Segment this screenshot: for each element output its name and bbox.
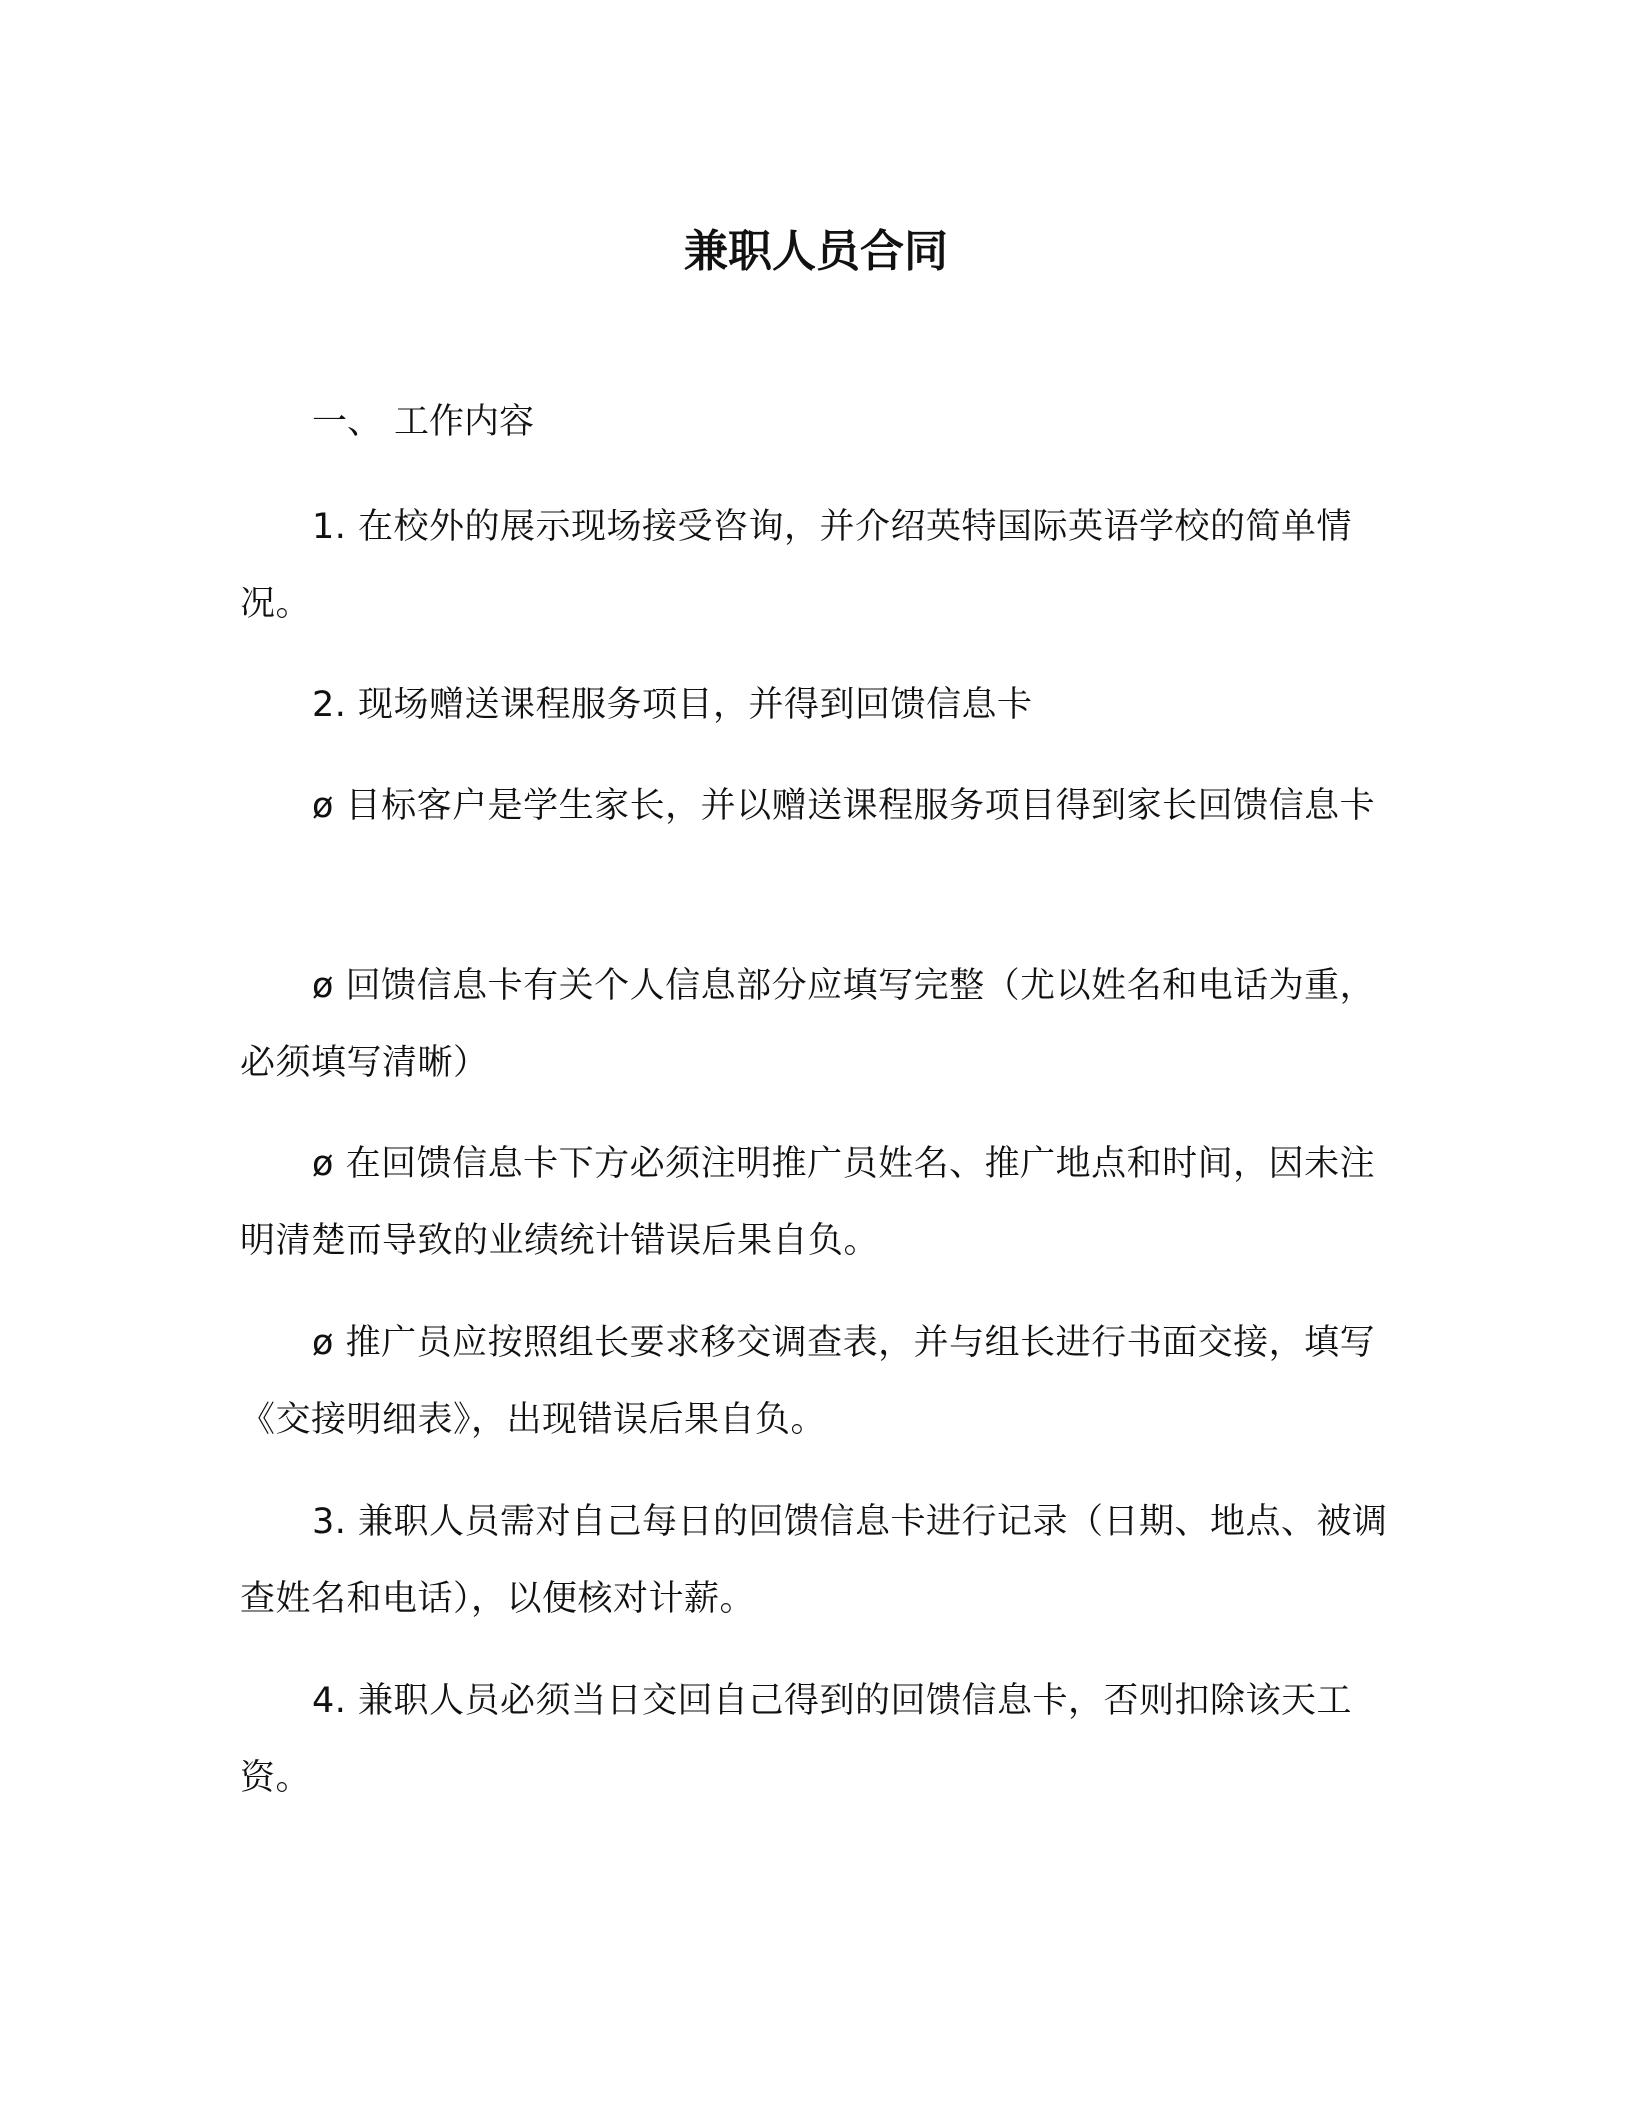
item-marker: 4. — [312, 1681, 347, 1721]
item-marker: 3. — [312, 1502, 347, 1542]
item-text: 推广员应按照组长要求移交调查表，并与组长进行书面交接，填写《交接明细表》，出现错误后果自负。 — [240, 1323, 1376, 1440]
bullet-item-4 — [240, 1305, 1410, 1459]
bullet-item-3 — [240, 1126, 1410, 1280]
item-text: 兼职人员需对自己每日的回馈信息卡进行记录（日期、地点、被调查姓名和电话），以便核对计薪。 — [240, 1502, 1388, 1619]
section-title: 工作内容 — [394, 402, 535, 442]
item-1 — [240, 489, 1410, 643]
item-2 — [240, 667, 1410, 744]
section-heading — [312, 396, 534, 448]
bullet-item-1 — [240, 768, 1410, 845]
bullet-icon: ø — [312, 1323, 334, 1363]
section-number: 一、 — [312, 402, 383, 442]
bullet-icon: ø — [312, 966, 334, 1006]
item-text: 在回馈信息卡下方必须注明推广员姓名、推广地点和时间，因未注明清楚而导致的业绩统计错误后果自负。 — [240, 1144, 1376, 1261]
item-3 — [240, 1484, 1410, 1638]
item-4 — [240, 1663, 1410, 1817]
bullet-icon: ø — [312, 786, 334, 826]
item-marker: 1. — [312, 507, 347, 547]
document-title: 兼职人员合同 — [684, 226, 948, 277]
item-text: 回馈信息卡有关个人信息部分应填写完整（尤以姓名和电话为重，必须填写清晰） — [240, 966, 1376, 1083]
item-text: 现场赠送课程服务项目，并得到回馈信息卡 — [358, 685, 1033, 725]
item-text: 目标客户是学生家长，并以赠送课程服务项目得到家长回馈信息卡 — [345, 786, 1376, 826]
bullet-item-2 — [240, 948, 1410, 1102]
item-text: 在校外的展示现场接受咨询，并介绍英特国际英语学校的简单情况。 — [240, 507, 1353, 624]
bullet-icon: ø — [312, 1144, 334, 1184]
item-marker: 2. — [312, 685, 347, 725]
item-text: 兼职人员必须当日交回自己得到的回馈信息卡，否则扣除该天工资。 — [240, 1681, 1353, 1798]
